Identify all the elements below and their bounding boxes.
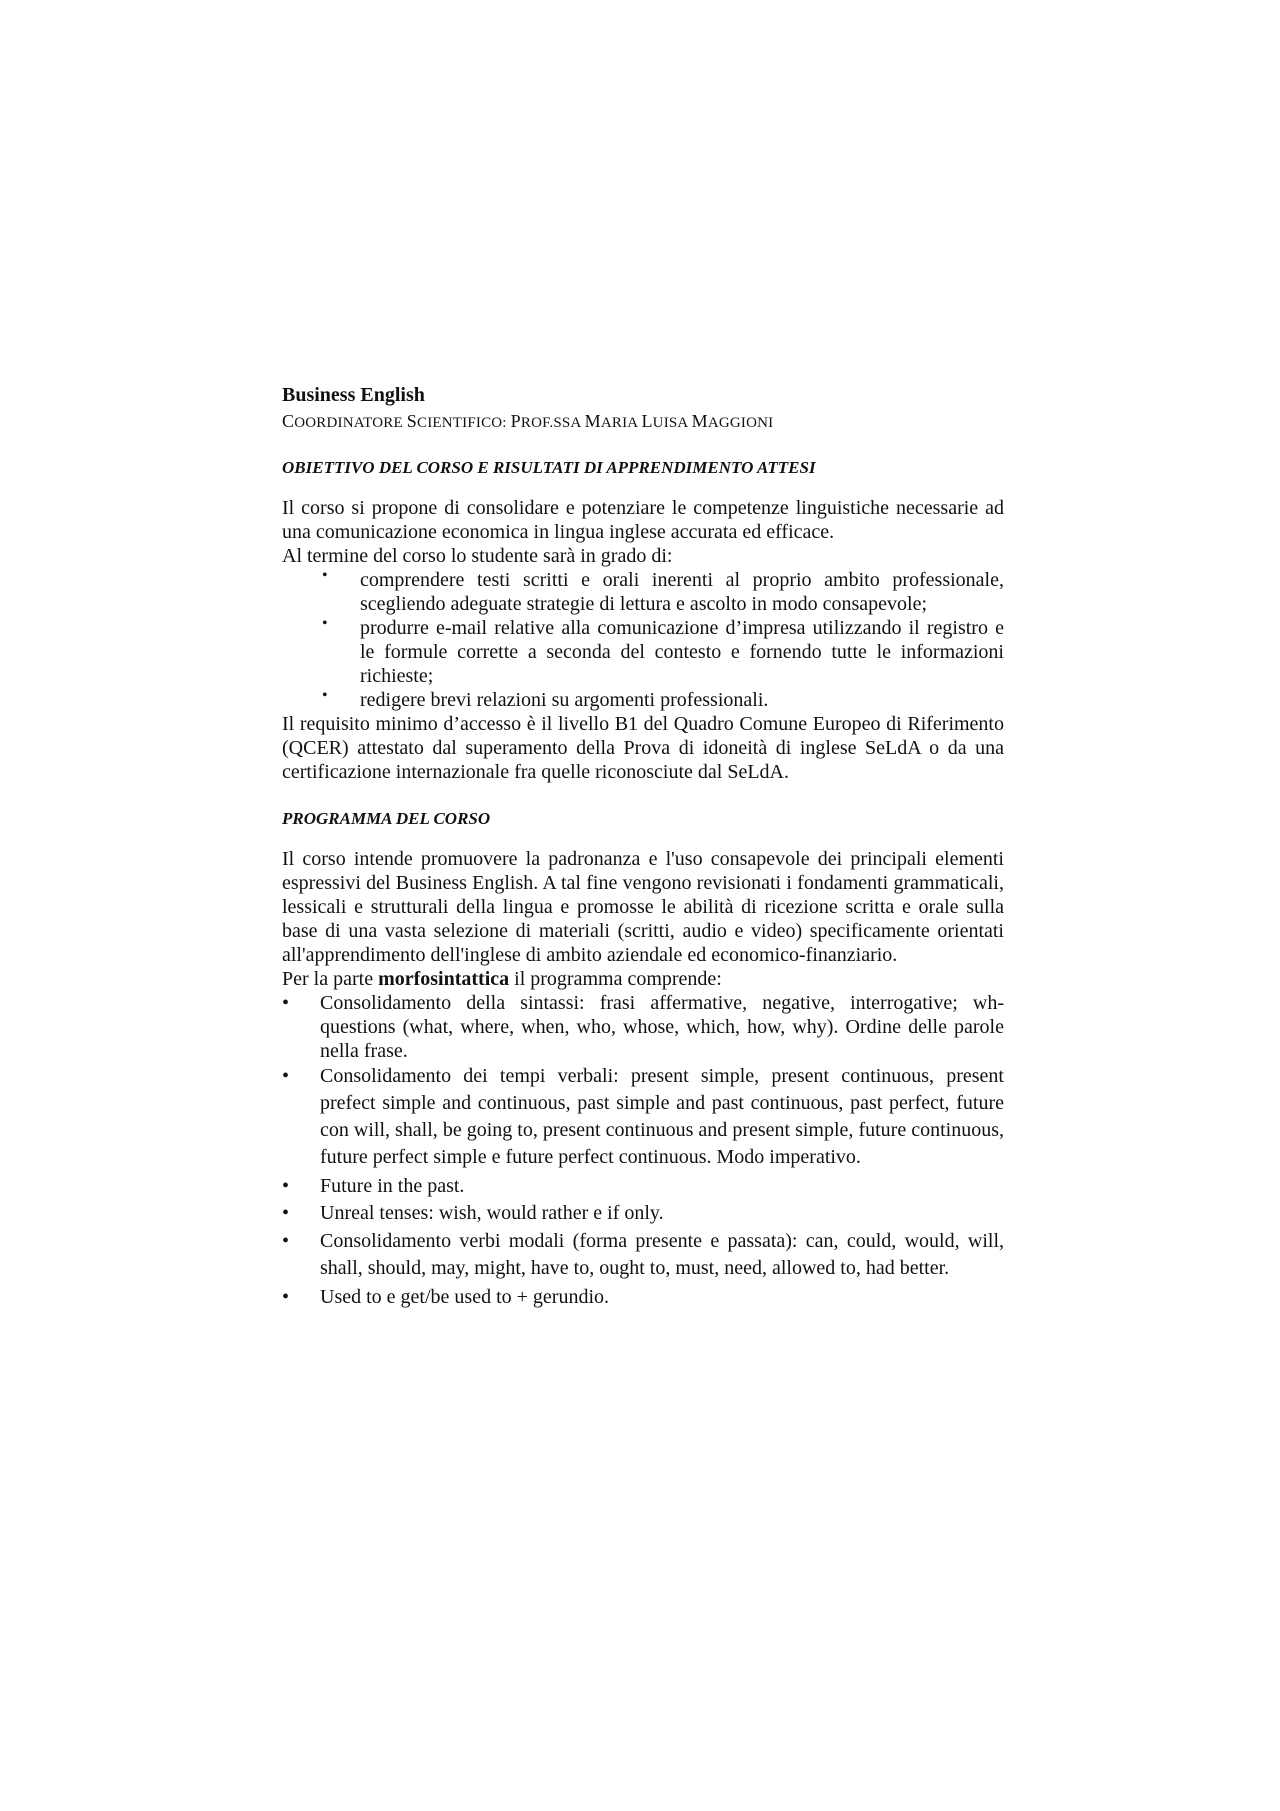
list-item: • Consolidamento verbi modali (forma presente e passata): can, could, would, will, shall, should, may, might, have to, ought to, must, need, allowed to, had better. xyxy=(282,1230,1004,1279)
list-item: • redigere brevi relazioni su argomenti professionali. xyxy=(360,688,1004,712)
course-title: Business English xyxy=(282,384,425,406)
list-item: • Consolidamento dei tempi verbali: present simple, present continuous, present prefect simple and continuous, past simple and past continuous, past perfect, future con will, shall, be going to, present continuous and present simple, future continuous, future perfect simple e future perfect continuous. Modo imperativo. xyxy=(282,1065,1004,1168)
bullet-icon: • xyxy=(282,1230,290,1252)
bullet-icon: • xyxy=(322,567,328,584)
program-list xyxy=(282,991,1004,1309)
bullet-icon: • xyxy=(282,992,290,1014)
list-item: • Used to e get/be used to + gerundio. xyxy=(282,1286,609,1308)
objectives-list xyxy=(282,568,1004,712)
coordinator-line: COORDINATORE SCIENTIFICO: PROF.SSA MARIA LUISA MAGGIONI xyxy=(282,411,774,431)
program-intro: Il corso intende promuovere la padronanza e l'uso consapevole dei principali elementi espressivi del Business English. A tal fine vengono revisionati i fondamenti grammaticali, lessicali e strutturali della lingua e promosse le abilità di ricezione scritta e orale sulla base di una vasta selezione di materiali (scritti, audio e video) specificamente orientati all'apprendimento dell'inglese di ambito aziendale ed economico-finanziario. xyxy=(282,848,1004,966)
objectives-intro: Il corso si propone di consolidare e potenziare le competenze linguistiche necessarie ad una comunicazione economica in lingua inglese accurata ed efficace. xyxy=(282,497,1004,543)
bullet-icon: • xyxy=(282,1065,290,1087)
list-item: • produrre e-mail relative alla comunicazione d’impresa utilizzando il registro e le formule corrette a seconda del contesto e fornendo tutte le informazioni richieste; xyxy=(360,616,1004,688)
list-item: • comprendere testi scritti e orali inerenti al proprio ambito professionale, scegliendo adeguate strategie di lettura e ascolto in modo consapevole; xyxy=(360,568,1004,616)
list-item: • Future in the past. xyxy=(282,1175,465,1197)
bullet-icon: • xyxy=(282,1202,290,1224)
document-page-content xyxy=(282,383,1004,1309)
requirement-paragraph: Il requisito minimo d’accesso è il livello B1 del Quadro Comune Europeo di Riferimento (QCER) attestato dal superamento della Prova di idoneità di inglese SeLdA o da una certificazione internazionale fra quelle riconosciute dal SeLdA. xyxy=(282,713,1004,783)
list-item: • Unreal tenses: wish, would rather e if only. xyxy=(282,1202,664,1224)
bullet-icon: • xyxy=(282,1175,290,1197)
section-heading-program: PROGRAMMA DEL CORSO xyxy=(282,809,491,828)
bullet-icon: • xyxy=(282,1286,290,1308)
bullet-icon: • xyxy=(322,687,328,704)
objectives-lead: Al termine del corso lo studente sarà in grado di: xyxy=(282,545,673,567)
program-lead: Per la parte morfosintattica il programma comprende: xyxy=(282,968,722,990)
list-item: • Consolidamento della sintassi: frasi affermative, negative, interrogative; wh-questions (what, where, when, who, whose, which, how, why). Ordine delle parole nella frase. xyxy=(282,992,1004,1062)
bullet-icon: • xyxy=(322,615,328,632)
section-heading-objectives: OBIETTIVO DEL CORSO E RISULTATI DI APPRENDIMENTO ATTESI xyxy=(282,458,816,477)
